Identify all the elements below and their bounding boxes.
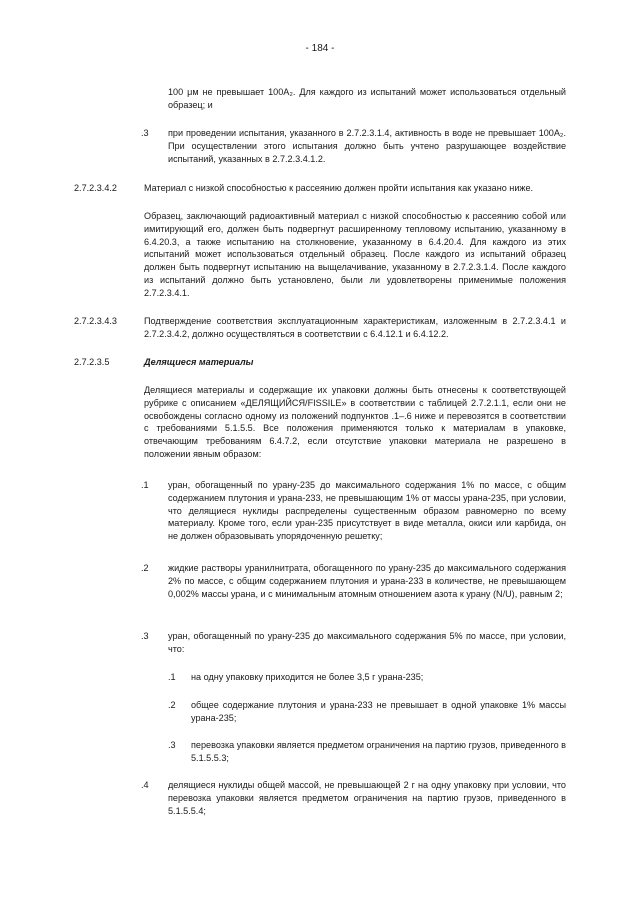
section-text: Материал с низкой способностью к рассеянию должен пройти испытания как указано ниже. <box>144 183 534 193</box>
list-item-marker: .1 <box>141 480 149 490</box>
list-item-marker: .2 <box>141 563 149 573</box>
sub-list-item-text: перевозка упаковки является предметом ограничения на партию грузов, приведенного в 5.1.5.5.3; <box>191 740 566 763</box>
section-heading: Делящиеся материалы <box>144 357 254 367</box>
list-item-text: жидкие растворы уранилнитрата, обогащенного по урану-235 до максимального содержания 2% по массе, с общим содержанием плутония и урана-233 в количестве, не превышающем 0,002% массы урана, и с минимальным атомным отношением азота к урану (N/U), равным 2; <box>168 563 566 599</box>
list-item-marker: .3 <box>141 128 149 138</box>
list-item-text: делящиеся нуклиды общей массой, не превышающей 2 г на одну упаковку при условии, что перевозка упаковки является предметом ограничения на партию грузов, приведенного в 5.1.5.5.4; <box>168 780 566 816</box>
section-paragraph: Образец, заключающий радиоактивный материал с низкой способностью к рассеянию собой или имитирующий его, должен быть подвергнут расширенному тепловому испытанию, указанному в 6.4.20.3, а также испытанию на столкновение, указанному в 6.4.20.4. Для каждого из этих испытаний может использоваться отдельный образец. После каждого из испытаний образец должен быть подвергнут испытанию на выщелачивание, указанному в 2.7.2.3.1.4. После каждого из испытаний должно быть установлено, были ли удовлетворены применимые положения 2.7.2.3.4.1. <box>144 211 566 298</box>
continued-item-text: 100 μм не превышает 100A₂. Для каждого из испытаний может использоваться отдельный образец; и <box>168 87 566 110</box>
sub-list-item-marker: .2 <box>168 700 176 710</box>
sub-list-item-text: на одну упаковку приходится не более 3,5 г урана-235; <box>191 672 424 682</box>
list-item-marker: .3 <box>141 631 149 641</box>
list-item-text: при проведении испытания, указанного в 2.7.2.3.1.4, активность в воде не превышает 100A₂. При осуществлении этого испытания должно быть учтено разрушающее воздействие испытаний, указанных в 2.7.2.3.4.1.2. <box>168 128 566 164</box>
section-number: 2.7.2.3.4.3 <box>74 316 117 326</box>
list-item-text: уран, обогащенный по урану-235 до максимального содержания 5% по массе, при условии, что: <box>168 631 566 654</box>
page-number: - 184 - <box>305 43 335 54</box>
section-number: 2.7.2.3.4.2 <box>74 183 117 193</box>
sub-list-item-text: общее содержание плутония и урана-233 не превышает в одной упаковке 1% массы урана-235; <box>191 700 566 723</box>
section-paragraph: Делящиеся материалы и содержащие их упаковки должны быть отнесены к соответствующей рубрике с описанием «ДЕЛЯЩИЙСЯ/FISSILE» в соответствии с таблицей 2.7.2.1.1, если они не освобождены согласно одному из положений подпунктов .1–.6 ниже и перевозятся в соответствии с требованиями 5.1.5.5. Все положения применяются только к материалам в упаковке, отвечающим требованиям 6.4.7.2, если отсутствие упаковки материала не разрешено в положении явным образом: <box>144 385 566 459</box>
section-number: 2.7.2.3.5 <box>74 357 110 367</box>
sub-list-item-marker: .3 <box>168 740 176 750</box>
list-item-text: уран, обогащенный по урану-235 до максимального содержания 1% по массе, с общим содержанием плутония и урана-233, не превышающим 1% от массы урана-235, при условии, что делящиеся нуклиды распределены существенным образом равномерно по всему материалу. Кроме того, если уран-235 присутствует в виде металла, окиси или карбида, он не должен образовывать упорядоченную решетку; <box>168 480 566 542</box>
list-item-marker: .4 <box>141 780 149 790</box>
sub-list-item-marker: .1 <box>168 672 176 682</box>
section-text: Подтверждение соответствия эксплуатационным характеристикам, изложенным в 2.7.2.3.4.1 и 2.7.2.3.4.2, должно осуществляться в соответствии с 6.4.12.1 и 6.4.12.2. <box>144 316 566 339</box>
